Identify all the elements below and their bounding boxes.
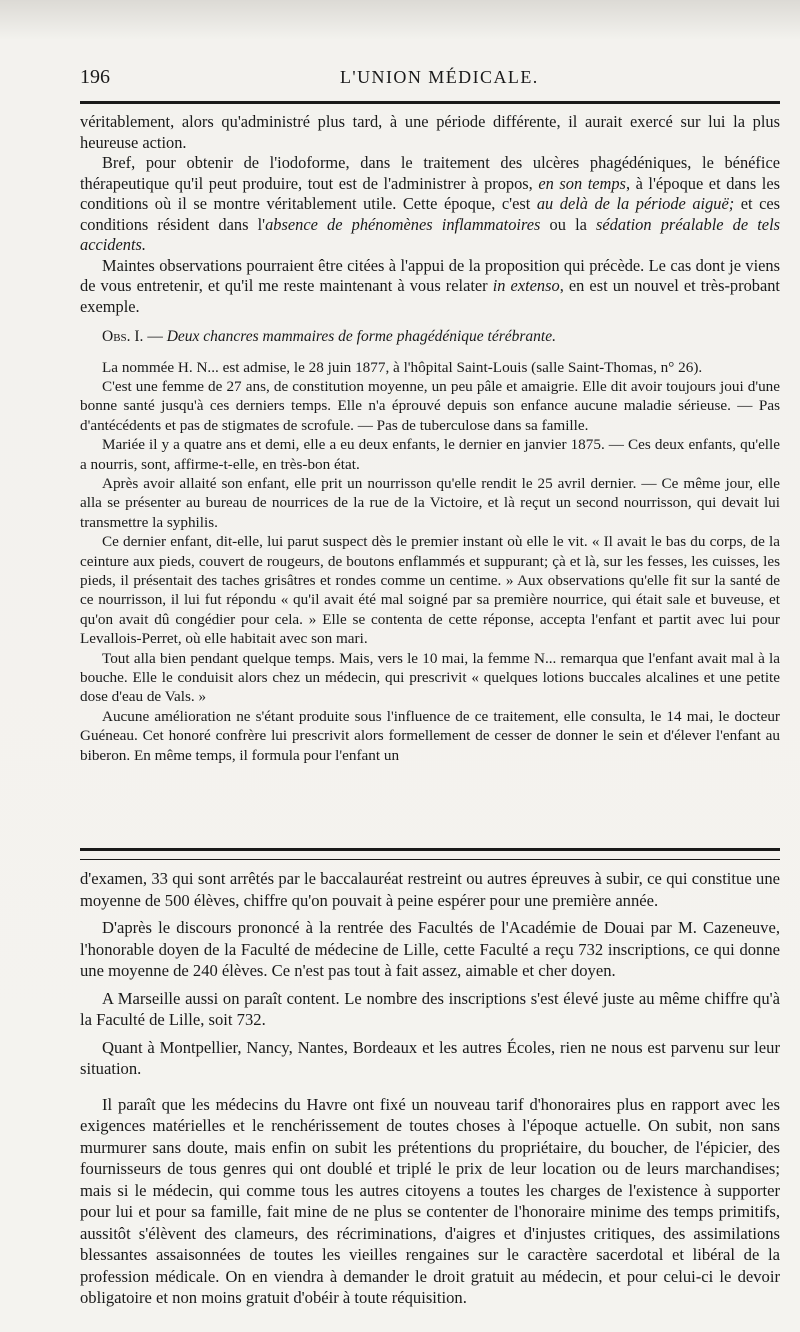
header-rule bbox=[80, 101, 780, 104]
section-separator bbox=[80, 848, 780, 860]
observation-paragraph: Aucune amélioration ne s'étant produite sous l'influence de ce traitement, elle consulta, le 14 mai, le docteur Guéneau. Cet honoré confrère lui prescrivit alors formellement de cesser de donner le sein et d'élever l'enfant au biberon. En même temps, il formula pour l'enfant un bbox=[80, 707, 780, 764]
paragraph: d'examen, 33 qui sont arrêtés par le baccalauréat restreint ou autres épreuves à subir, ce qui constitue une moyenne de 500 élèves, chiffre qu'on pouvait à peine espérer pour une première année. bbox=[80, 869, 780, 910]
observation-heading: Obs. I. — Deux chancres mammaires de forme phagédénique térébrante. bbox=[102, 328, 556, 345]
paragraph: D'après le discours prononcé à la rentrée des Facultés de l'Académie de Douai par M. Cazeneuve, l'honorable doyen de la Faculté de médecine de Lille, cette Faculté a reçu 732 inscriptions, ce qui donne une moyenne de 240 élèves. Ce n'est pas tout à fait assez, aimable et cher doyen. bbox=[80, 918, 780, 980]
paragraph: Il paraît que les médecins du Havre ont fixé un nouveau tarif d'honoraires plus en rapport avec les exigences matérielles et le renchérissement de toutes choses à l'époque actuelle. On subit, non sans murmurer sans doute, mais enfin on subit les prétentions du propriétaire, du boucher, de l'épicier, des fournisseurs de tous genres qui ont doublé et triplé le prix de leur location ou de leurs marchandises; mais si le médecin, qui comme tous les autres citoyens a toutes les charges de l'existence à supporter pour lui et pour sa famille, fait mine de ne plus se contenter de l'honoraire minime des temps primitifs, aussitôt s'élèvent des clameurs, des récriminations, d'aigres et d'injustes critiques, des assimilations blessantes assaisonnées de toutes les vieilles rengaines sur le caractère sacerdotal et libéral de la profession médicale. On en viendra à demander le droit gratuit au médecin, et pour celui-ci le devoir obligatoire et non moins gratuit d'obéir à toute réquisition. bbox=[80, 1094, 780, 1307]
page-header bbox=[80, 66, 780, 100]
observation-paragraph: C'est une femme de 27 ans, de constitution moyenne, un peu pâle et amaigrie. Elle dit avoir toujours joui d'une bonne santé jusqu'à ces derniers temps. Elle n'a éprouvé depuis son enfance aucune maladie sérieuse. — Pas d'antécédents et pas de stigmates de scrofule. — Pas de tuberculose dans sa famille. bbox=[80, 377, 780, 434]
paragraph: A Marseille aussi on paraît content. Le nombre des inscriptions s'est élevé juste au même chiffre qu'à la Faculté de Lille, soit 732. bbox=[80, 988, 780, 1029]
running-title: L'UNION MÉDICALE. bbox=[340, 67, 539, 87]
paragraph: véritablement, alors qu'administré plus tard, à une période différente, il aurait exercé sur lui la plus heureuse action. bbox=[80, 112, 780, 152]
observation-paragraph: Tout alla bien pendant quelque temps. Mais, vers le 10 mai, la femme N... remarqua que l'enfant avait mal à la bouche. Elle le conduisit alors chez un médecin, qui prescrivit « quelques lotions buccales alcalines et une petite dose d'eau de Vals. » bbox=[80, 649, 780, 706]
observation-paragraph: Après avoir allaité son enfant, elle prit un nourrisson qu'elle rendit le 25 avril dernier. — Ce même jour, elle alla se présenter au bureau de nourrices de la rue de la Victoire, et là reçut un second nourrisson, qui devait lui transmettre la syphilis. bbox=[80, 474, 780, 531]
paragraph: Quant à Montpellier, Nancy, Nantes, Bordeaux et les autres Écoles, rien ne nous est parvenu sur leur situation. bbox=[80, 1037, 780, 1078]
feuilleton-column bbox=[80, 868, 780, 1315]
paragraph: Maintes observations pourraient être citées à l'appui de la proposition qui précède. Le cas dont je viens de vous entretenir, et qu'il me reste maintenant à vous relater in extenso, en est un nouvel et très-probant exemple. bbox=[80, 255, 780, 316]
page-number: 196 bbox=[80, 66, 110, 88]
observation-paragraph: Ce dernier enfant, dit-elle, lui parut suspect dès le premier instant où elle le vit. « Il avait le bas du corps, de la ceinture aux pieds, couvert de rougeurs, de boutons enflammés et suppurant; çà et là, sur les fesses, les cuisses, les pieds, il présentait des taches grisâtres et rondes comme un centime. » Aux observations qu'elle fit sur la santé de ce nourrisson, il lui fut répondu « qu'il avait été mal soigné par sa première nourrice, qui était sale et buveuse, et qu'on avait dû congédier pour cela. » Elle se contenta de cette réponse, accepta l'enfant et partit avec lui pour Levallois-Perret, où elle habitait avec son mari. bbox=[80, 533, 780, 648]
paragraph: Bref, pour obtenir de l'iodoforme, dans le traitement des ulcères phagédéniques, le bénéfice thérapeutique qu'il peut produire, tout est de l'administrer à propos, en son temps, à l'époque et dans les conditions où il se montre véritablement utile. Cette époque, c'est au delà de la période aiguë; et ces conditions résident dans l'absence de phénomènes inflammatoires ou la sédation préalable de tels accidents. bbox=[80, 153, 781, 254]
article-column bbox=[80, 112, 780, 765]
observation-paragraph: Mariée il y a quatre ans et demi, elle a eu deux enfants, le dernier en janvier 1875. — Ces deux enfants, qu'elle a nourris, sont, affirme-t-elle, en très-bon état. bbox=[80, 436, 780, 473]
observation-paragraph: La nommée H. N... est admise, le 28 juin 1877, à l'hôpital Saint-Louis (salle Saint-Thomas, n° 26). bbox=[102, 358, 703, 376]
